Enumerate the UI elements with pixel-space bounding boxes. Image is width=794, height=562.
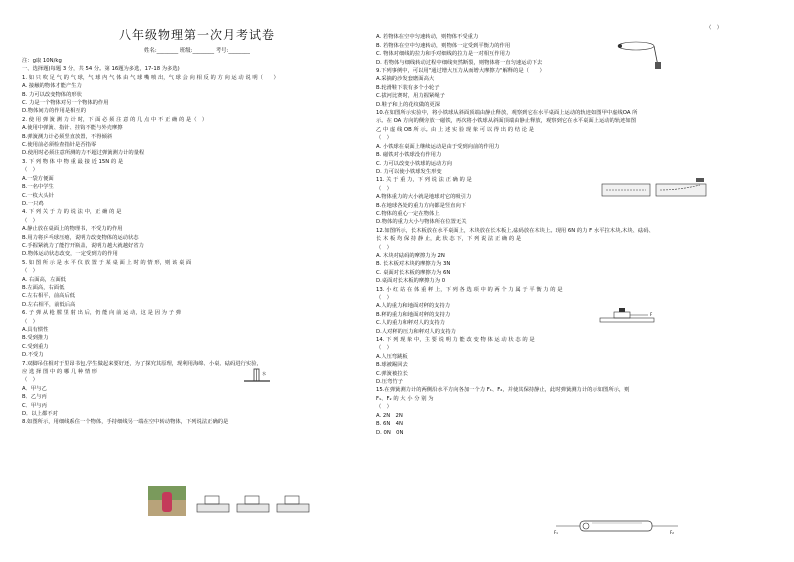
photo-person bbox=[162, 492, 172, 512]
right-line: （ ） bbox=[376, 244, 392, 251]
left-line: B.用力将乒乓球压瘪，说明力改变物体的运动状态 bbox=[22, 234, 139, 241]
left-line: 1. 如 只 吹 足 气 的 气 球，气 球 内 气 体 由 气 球 嘴 喷 出，气 球 会 向 相 反 的 方 向 运 动 说 明（ ） bbox=[22, 74, 279, 81]
left-line: B.弹簧测力计必须竖直放置，不得倾斜 bbox=[22, 133, 113, 140]
right-line: D. 力可以使小铁球发生形变 bbox=[376, 168, 442, 175]
note: 注：g取 10N/kg bbox=[22, 58, 62, 64]
left-line: 一、选择题(每题 3 分，共 54 分。第 16题为多选，17-18 为多选) bbox=[22, 66, 180, 73]
left-line: D.不受力 bbox=[22, 352, 44, 359]
left-line: D.左右相平，前低后高 bbox=[22, 301, 76, 308]
friction-figure bbox=[596, 304, 662, 326]
right-line: D.物体的重力大小与物体所在位置无关 bbox=[376, 219, 467, 226]
left-line: 6. 子 弹 从 枪 膛 里 射 出 后，仍 能 向 前 运 动，这 是 因 为 子 弹 bbox=[22, 310, 181, 317]
weight bbox=[619, 308, 625, 312]
right-line: A. 小铁球在桌面上继续运动是由于受到向前的作用力 bbox=[376, 143, 500, 150]
right-line: D.压弯竹子 bbox=[376, 379, 403, 386]
left-line: 应 选 择 图 中 的 哪 几 种 情 形 bbox=[22, 369, 98, 376]
right-line: A.人的重力和地面对秤的支持力 bbox=[376, 303, 451, 310]
table-jia bbox=[205, 496, 219, 504]
left-line: 4. 下 列 关 于 力 的 说 法 中，正 确 的 是 bbox=[22, 209, 122, 216]
right-line: B. 若物体在空中匀速转动，则物体一定受到平衡力的作用 bbox=[376, 42, 511, 49]
left-line: A．甲与乙 bbox=[22, 385, 47, 392]
right-column bbox=[376, 0, 780, 437]
right-line: D. 若物体与细线转动过程中细线突然断裂，则物体将一直匀速运动下去 bbox=[376, 59, 543, 66]
right-line: D.桌面对长木板的摩擦力为 0 bbox=[376, 278, 446, 285]
left-line: （ ） bbox=[22, 268, 38, 275]
student-info: 姓名:________ 班级:________ 考号:________ bbox=[144, 48, 250, 54]
left-line: （ ） bbox=[22, 377, 38, 384]
left-line: 5. 如 图 所 示 是 水 平 仪 放 置 于 某 桌 面 上 时 的 情 形，则 该 桌 面 bbox=[22, 259, 192, 266]
sponge-figure bbox=[195, 492, 315, 514]
left-line: C.受到重力 bbox=[22, 343, 49, 350]
right-line: C.弹簧被拉长 bbox=[376, 370, 408, 377]
right-line: D.人对秤的压力和秤对人的支持力 bbox=[376, 328, 456, 335]
left-line: C.一枚大头针 bbox=[22, 192, 54, 199]
left-line: C. 力是一个物体对另一个物体的作用 bbox=[22, 100, 109, 107]
right-line: 11. 关 于 重 力，下 列 说 法 正 确 的 是 bbox=[376, 177, 472, 184]
scale-body bbox=[580, 521, 652, 531]
right-line: A.采摘的沙发套磨面高大 bbox=[376, 76, 435, 83]
left-question-lines bbox=[22, 65, 372, 426]
exam-title: 八年级物理第一次月考试卷 bbox=[118, 28, 275, 42]
left-line: （ ） bbox=[22, 318, 38, 325]
right-line: A. 若物体在空中匀速转动，则物体不受重力 bbox=[376, 34, 479, 41]
right-line: A. 2N 2N bbox=[376, 412, 403, 419]
left-line: D.一只鸡 bbox=[22, 200, 44, 207]
right-line: B. 6N 4N bbox=[376, 421, 403, 428]
right-line: B. 长木板对木块的摩擦力为 3N bbox=[376, 261, 451, 268]
f1-label: F₁ bbox=[554, 530, 558, 535]
right-line: 9.下列事例中，可以用"通过增大压力从而增大摩擦力"解释的是（ ） bbox=[376, 68, 545, 75]
left-line: D．以上都不对 bbox=[22, 411, 58, 418]
left-line: D.物体运动状态改变，一定受到力的作用 bbox=[22, 251, 118, 258]
right-line: C. 力可以改变小铁球的运动方向 bbox=[376, 160, 452, 167]
right-line: C.拔河比赛时，用力握紧绳子 bbox=[376, 93, 445, 100]
right-line: （ ） bbox=[376, 345, 392, 352]
f2-label: F₂ bbox=[670, 530, 674, 535]
left-line: 7.双脚吊住相对于里昂书包,学生做起来要好还，为了探究其原理，现利用海绵、小桌、砝码进行实验， bbox=[22, 360, 262, 367]
left-line: B．乙与丙 bbox=[22, 394, 47, 401]
left-line: C．甲与丙 bbox=[22, 402, 47, 409]
right-line: B.球被踢回去 bbox=[376, 362, 408, 369]
left-line: 8.如图所示，用细线系住一个物体，手持细线另一端在空中转动物体，下列说法正确的是 bbox=[22, 419, 229, 426]
sponge-bing bbox=[277, 504, 309, 512]
right-line: （ ） bbox=[376, 185, 392, 192]
left-line: A.具有惯性 bbox=[22, 327, 49, 333]
right-line: A. 木块对砝码的摩擦力为 2N bbox=[376, 252, 445, 259]
left-line: D.使用时必须注意所测的力不超过弹簧测力计的量程 bbox=[22, 150, 145, 157]
left-line: D.物体间力的作用是相互的 bbox=[22, 108, 87, 115]
right-line: （ ） bbox=[376, 135, 392, 142]
table-yi bbox=[245, 496, 259, 504]
hand bbox=[655, 62, 661, 69]
level-label: 水 bbox=[262, 371, 266, 376]
magnet-figure bbox=[600, 176, 710, 200]
right-line: A.物体重力的大小就是地球对它的吸引力 bbox=[376, 194, 472, 201]
left-line: A. 接触的物体才能产生力 bbox=[22, 83, 82, 90]
right-line: 乙 中 虚 线 OB 所 示。由 上 述 实 验 现 象 可 以 得 出 的 结 论 是 bbox=[376, 126, 535, 133]
left-column bbox=[22, 0, 372, 427]
right-line: B. 磁铁对小铁球没有作用力 bbox=[376, 152, 442, 159]
right-line: A.人压弯跳板 bbox=[376, 353, 408, 360]
table-bing bbox=[285, 496, 299, 504]
right-line: C.物体的重心一定在物体上 bbox=[376, 210, 440, 217]
right-line: B.在地球各处的重力方向都是竖直向下 bbox=[376, 202, 467, 209]
right-line: C.人的重力和秤对人的支持力 bbox=[376, 320, 445, 327]
right-line: F₁、F₂ 的 大 小 分 别 为 bbox=[376, 395, 434, 402]
left-line: B. 力可以改变物体的形状 bbox=[22, 91, 82, 98]
left-line: C.左右相平，前高后低 bbox=[22, 293, 76, 300]
magnet bbox=[696, 178, 704, 182]
right-line: D. 0N 0N bbox=[376, 429, 404, 436]
scale-ring bbox=[583, 523, 589, 529]
level-figure bbox=[242, 364, 272, 384]
left-line: （ ） bbox=[22, 167, 38, 174]
sponge-jia bbox=[197, 504, 229, 512]
photo-figure bbox=[148, 486, 186, 516]
left-line: B.受到推力 bbox=[22, 335, 49, 342]
q8-paren: （ ） bbox=[706, 25, 722, 31]
right-line: D.鞋子和上的花纹做的更深 bbox=[376, 101, 441, 108]
right-line: B.秤的重力和地面对秤的支持力 bbox=[376, 311, 451, 318]
right-question-lines bbox=[376, 33, 780, 437]
right-line: 13. 小 红 站 在 体 重 秤 上，下 列 各 选 项 中 的 两 个 力 属 于 平 衡 力 的 是 bbox=[376, 286, 563, 293]
rotation-path bbox=[618, 42, 654, 50]
right-line: （ ） bbox=[376, 295, 392, 301]
right-line: 10.在如图所示实验中，将小铁球从斜面顶端由静止释放，观察到它在水平桌面上运动的轨迹如图甲中虚线OA 所 bbox=[376, 110, 638, 117]
left-line: C.使用前必须检查指针是否指零 bbox=[22, 142, 97, 149]
left-line: A.使用中弹簧、指针、挂钩不能与外壳摩擦 bbox=[22, 125, 123, 132]
left-line: （ ） bbox=[22, 217, 38, 224]
left-line: 2. 使 用 弹 簧 测 力 计 时，下 面 必 须 注 意 的 几 点 中 不 正 确 的 是（ ） bbox=[22, 116, 208, 123]
right-line: （ ） bbox=[376, 404, 392, 411]
right-line: B.轮滑鞋下装有多个小轮子 bbox=[376, 84, 440, 91]
rotation-figure bbox=[614, 36, 664, 70]
right-line: C. 桌面对长木板的摩擦力为 6N bbox=[376, 269, 451, 276]
right-line: 示。在 OA 方向的侧旁放一磁铁，再次将小铁球从斜面顶端由静止释放，观察到它在水平桌面上运动的轨迹如图 bbox=[376, 118, 637, 125]
left-line: A.一袋方便面 bbox=[22, 175, 54, 182]
left-line: 3. 下 列 物 体 中 物 重 最 接 近 15N 的 是 bbox=[22, 158, 124, 165]
right-line: 长 木 板 均 保 持 静 止，此 状 态 下，下 列 说 法 正 确 的 是 bbox=[376, 236, 522, 243]
left-line: B.左面高，右面低 bbox=[22, 284, 65, 291]
left-line: B.一名中学生 bbox=[22, 184, 54, 191]
right-line: 14. 下 列 现 象 中，主 要 说 明 力 能 改 变 物 体 运 动 状 态 的 是 bbox=[376, 337, 535, 344]
left-line: A. 右面高，左面低 bbox=[22, 276, 66, 283]
left-line: A.静止放在桌面上的物理书，不受力的作用 bbox=[22, 226, 123, 233]
object-ball bbox=[618, 44, 622, 48]
long-board bbox=[600, 318, 654, 322]
wood-block bbox=[614, 312, 630, 318]
sponge-yi bbox=[237, 504, 269, 512]
right-line: C. 物体对细线的拉力和手对细线的拉力是一对相互作用力 bbox=[376, 51, 511, 58]
force-label: F bbox=[650, 312, 653, 317]
left-line: C.手握紧就力了能拧开瓶盖，说明力越大就越好省力 bbox=[22, 242, 144, 249]
right-line: 12.如图所示，长木板放在水平桌面上，木块放在长木板上,砝码放在木块上。现用 6N 的力 F 水平拉木块,木块、砝码、 bbox=[376, 227, 654, 234]
spring-scale-figure bbox=[552, 516, 682, 536]
right-line: 15.在弹簧测力计的两侧沿水平方向各加一个力 F₁、F₂，并使其保持静止，此时弹簧测力计的示如图所示，则 bbox=[376, 387, 630, 394]
